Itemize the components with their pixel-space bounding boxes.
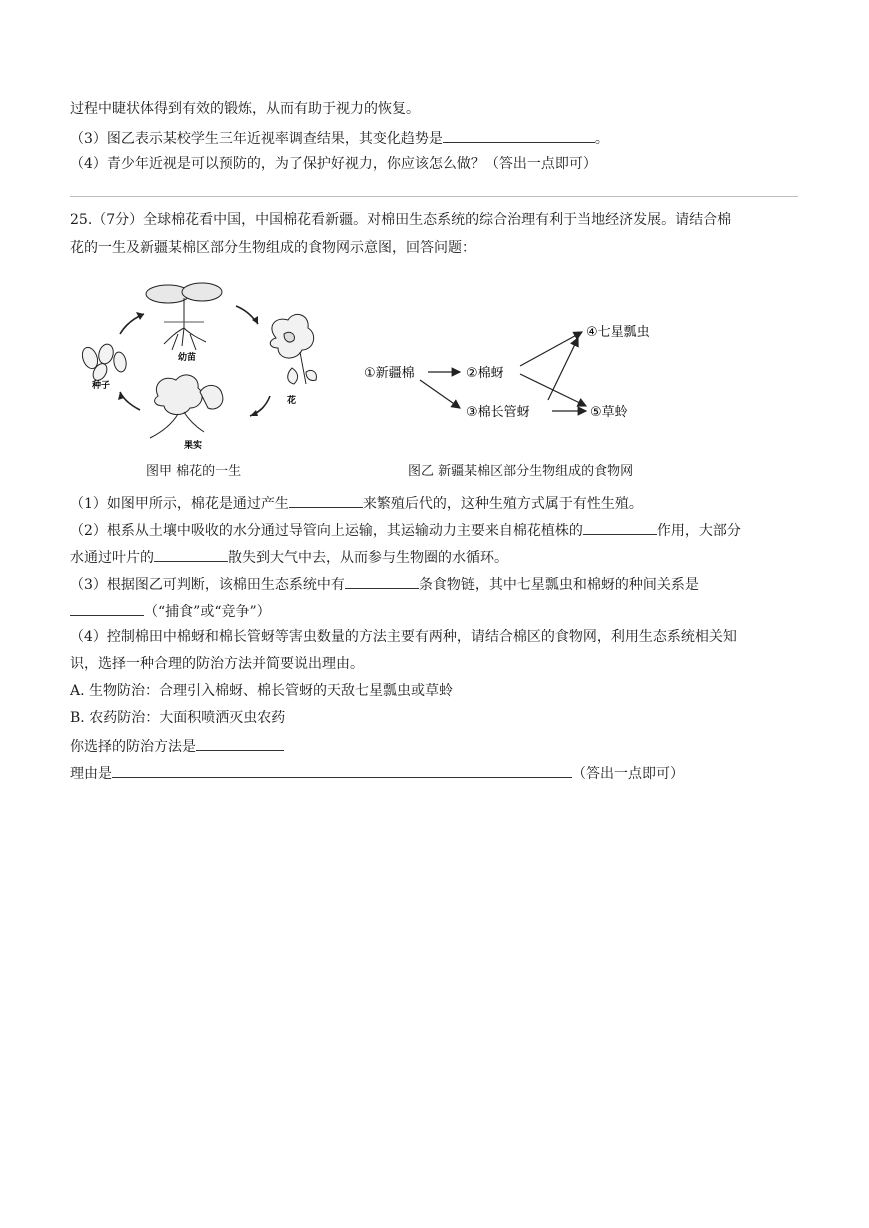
answer-blank[interactable] — [196, 736, 284, 751]
reason-text: 理由是 — [70, 766, 112, 782]
q25-sub2-line2 — [70, 547, 508, 567]
q25-sub4-line2: 识，选择一种合理的防治方法并简要说出理由。 — [70, 656, 364, 672]
node-long-tube-aphid: ③棉长管蚜 — [466, 405, 530, 420]
choice-text: 你选择的防治方法是 — [70, 739, 196, 755]
answer-blank[interactable] — [70, 601, 144, 616]
fruit-label: 果实 — [184, 441, 203, 451]
q25-sub1-text-a: （1）如图甲所示，棉花是通过产生 — [70, 496, 289, 512]
q25-sub3-text-a: （3）根据图乙可判断，该棉田生态系统中有 — [70, 577, 345, 593]
prev-q3-end: 。 — [594, 131, 609, 147]
arrow-long-tube-aphid-to-ladybird — [548, 338, 578, 400]
node-seven-spot-ladybird: ④七星瓢虫 — [586, 325, 650, 340]
seedling-label: 幼苗 — [178, 353, 197, 363]
answer-blank[interactable] — [112, 763, 572, 778]
figure-b-caption: 图乙 新疆某棉区部分生物组成的食物网 — [408, 464, 634, 479]
seedling-illustration — [146, 283, 222, 350]
q25-sub4-line1: （4）控制棉田中棉蚜和棉长管蚜等害虫数量的方法主要有两种，请结合棉区的食物网，利用生态系统相关知 — [70, 629, 737, 645]
answer-blank[interactable] — [443, 128, 595, 143]
food-web-diagram — [360, 318, 680, 428]
figure-a-caption: 图甲 棉花的一生 — [146, 464, 242, 479]
answer-blank[interactable] — [154, 547, 228, 562]
q25-sub3-line1 — [70, 574, 699, 594]
q25-sub1-text-b: 来繁殖后代的，这种生殖方式属于有性生殖。 — [362, 496, 643, 512]
prev-q3 — [70, 128, 609, 148]
answer-blank[interactable] — [289, 493, 363, 508]
fruit-illustration — [150, 375, 223, 438]
section-divider — [70, 196, 798, 197]
q25-intro-line-2: 花的一生及新疆某棉区部分生物组成的食物网示意图，回答问题： — [70, 240, 476, 256]
q25-sub2-text-d: 散失到大气中去，从而参与生物圈的水循环。 — [228, 550, 508, 566]
q25-sub2-text-a: （2）根系从土壤中吸收的水分通过导管向上运输，其运输动力主要来自棉花植株的 — [70, 523, 583, 539]
flower-illustration — [270, 314, 316, 384]
reason-note: （答出一点即可） — [572, 766, 684, 782]
q25-sub2-line1 — [70, 520, 741, 540]
cotton-life-cycle-figure — [80, 276, 340, 454]
prev-q4: （4）青少年近视是可以预防的，为了保护好视力，你应该怎么做？（答出一点即可） — [70, 156, 597, 172]
node-cotton-aphid: ②棉蚜 — [466, 366, 504, 381]
node-xinjiang-cotton: ①新疆棉 — [364, 366, 415, 381]
reason-line — [70, 763, 684, 783]
flower-label: 花 — [287, 396, 297, 406]
seed-label: 种子 — [92, 381, 111, 391]
prev-q3-text: （3）图乙表示某校学生三年近视率调查结果，其变化趋势是 — [70, 131, 443, 147]
option-a: A. 生物防治：合理引入棉蚜、棉长管蚜的天敌七星瓢虫或草蛉 — [70, 683, 454, 699]
answer-blank[interactable] — [583, 520, 657, 535]
prev-line-1: 过程中睫状体得到有效的锻炼，从而有助于视力的恢复。 — [70, 101, 420, 117]
choice-line — [70, 736, 284, 756]
q25-sub3-text-c: （“捕食”或“竞争”） — [144, 604, 271, 620]
arrow-fruit-to-seed — [120, 392, 140, 410]
arrow-cotton-to-long-tube-aphid — [420, 380, 460, 408]
q25-sub2-text-c: 水通过叶片的 — [70, 550, 154, 566]
q25-sub1 — [70, 493, 643, 513]
node-lacewing: ⑤草蛉 — [590, 405, 628, 420]
q25-sub3-line2 — [70, 601, 271, 621]
seed-illustration — [80, 343, 128, 383]
q25-intro-line-1: 25.（7分）全球棉花看中国，中国棉花看新疆。对棉田生态系统的综合治理有利于当地经济发展。请结合棉 — [70, 212, 732, 228]
q25-sub2-text-b: 作用，大部分 — [656, 523, 741, 539]
q25-sub3-text-b: 条食物链，其中七星瓢虫和棉蚜的种间关系是 — [418, 577, 699, 593]
answer-blank[interactable] — [345, 574, 419, 589]
option-b: B. 农药防治：大面积喷洒灭虫农药 — [70, 710, 286, 726]
